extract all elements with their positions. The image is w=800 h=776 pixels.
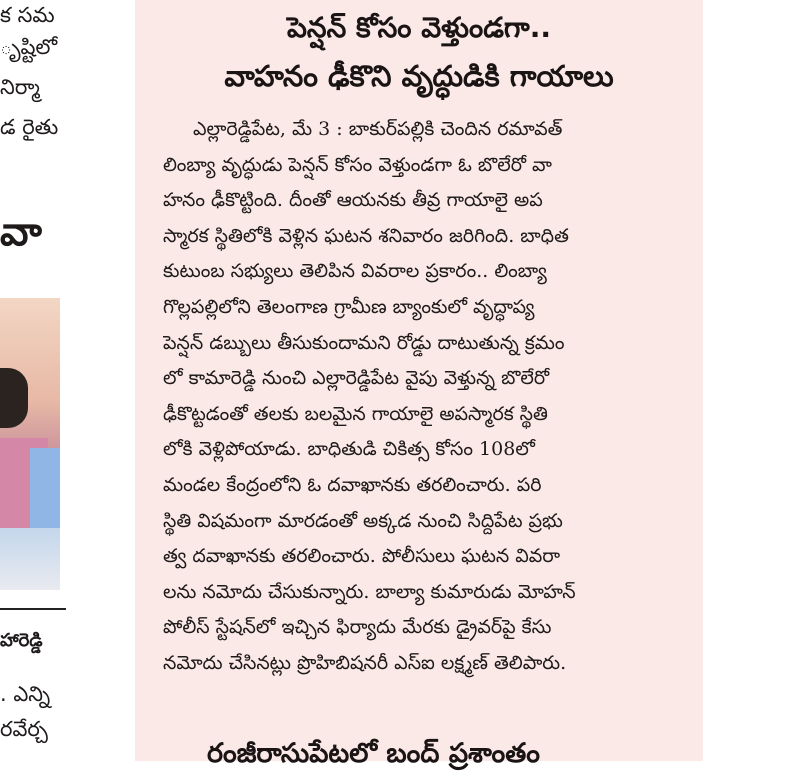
body-line: కుటుంబ సభ్యులు తెలిపిన వివరాల ప్రకారం.. లింబ్యా bbox=[163, 260, 547, 283]
adjacent-text-fragment: . ఎన్ని bbox=[0, 682, 51, 706]
body-line: త్వ దవాఖానకు తరలించారు. పోలీసులు ఘటన వివరా bbox=[163, 545, 561, 568]
body-line: లింబ్యా వృద్ధుడు పెన్షన్ కోసం వెళ్తుండగా ఓ బొలేరో వా bbox=[163, 153, 552, 176]
adjacent-text-fragment: డ రైతు bbox=[0, 115, 59, 139]
body-line: ఢీకొట్టడంతో తలకు బలమైన గాయాలై అపస్మారక స్థితి bbox=[163, 402, 548, 425]
body-line: హనం ఢీకొట్టింది. దీంతో ఆయనకు తీవ్ర గాయాలై అప bbox=[163, 189, 543, 212]
adjacent-text-fragment: క సమ bbox=[0, 3, 55, 27]
adjacent-text-fragment: నిర్మా bbox=[0, 75, 40, 99]
adjacent-photo bbox=[0, 298, 60, 590]
adjacent-headline-fragment: వా bbox=[0, 209, 42, 255]
adjacent-text-fragment: ృష్టిలో bbox=[0, 35, 58, 59]
body-line: స్మారక స్థితిలోకి వెళ్లిన ఘటన శనివారం జరిగింది. బాధిత bbox=[163, 224, 569, 247]
body-line: గొల్లపల్లిలోని తెలంగాణ గ్రామీణ బ్యాంకులో వృద్ధాప్య bbox=[163, 295, 535, 318]
body-line: పోలీస్ స్టేషన్‌లో ఇచ్చిన ఫిర్యాదు మేరకు డ్రైవర్‌పై కేసు bbox=[163, 616, 552, 639]
divider bbox=[0, 608, 66, 610]
adjacent-column bbox=[0, 0, 66, 761]
body-line: మండల కేంద్రంలోని ఓ దవాఖానకు తరలించారు. పరి bbox=[163, 473, 542, 496]
body-line: పెన్షన్ డబ్బులు తీసుకుందామని రోడ్డు దాటుతున్న క్రమం bbox=[163, 331, 565, 354]
body-line: ఎల్లారెడ్డిపేట, మే 3 : బాకుర్‌పల్లికి చెందిన రమావత్ bbox=[193, 118, 563, 140]
adjacent-text-fragment: రవేర్చ bbox=[0, 717, 48, 741]
next-article-headline-fragment: రంజీరాసుపేటలో బంద్ ప్రశాంతం bbox=[207, 738, 540, 769]
headline-line-2: వాహనం ఢీకొని వృద్ధుడికి గాయాలు bbox=[224, 59, 614, 93]
article-body bbox=[163, 112, 693, 682]
body-line: లో కామారెడ్డి నుంచి ఎల్లారెడ్డిపేట వైపు వెళ్తున్న బొలేరో bbox=[163, 367, 550, 390]
body-line: నమోదు చేసినట్లు ప్రొహిబిషనరీ ఎస్ఐ లక్ష్మణ్ తెలిపారు. bbox=[163, 651, 567, 674]
body-line: స్థితి విషమంగా మారడంతో అక్కడ నుంచి సిద్దిపేట ప్రభు bbox=[163, 509, 563, 532]
news-article bbox=[135, 0, 703, 769]
headline-line-1: పెన్షన్ కోసం వెళ్తుండగా.. bbox=[287, 11, 551, 44]
body-line: లోకి వెళ్లిపోయాడు. బాధితుడి చికిత్స కోసం 108లో bbox=[163, 438, 535, 461]
body-line: లను నమోదు చేసుకున్నారు. బాల్యా కుమారుడు మోహన్ bbox=[163, 580, 576, 603]
photo-caption: హారెడ్డి bbox=[0, 630, 43, 651]
